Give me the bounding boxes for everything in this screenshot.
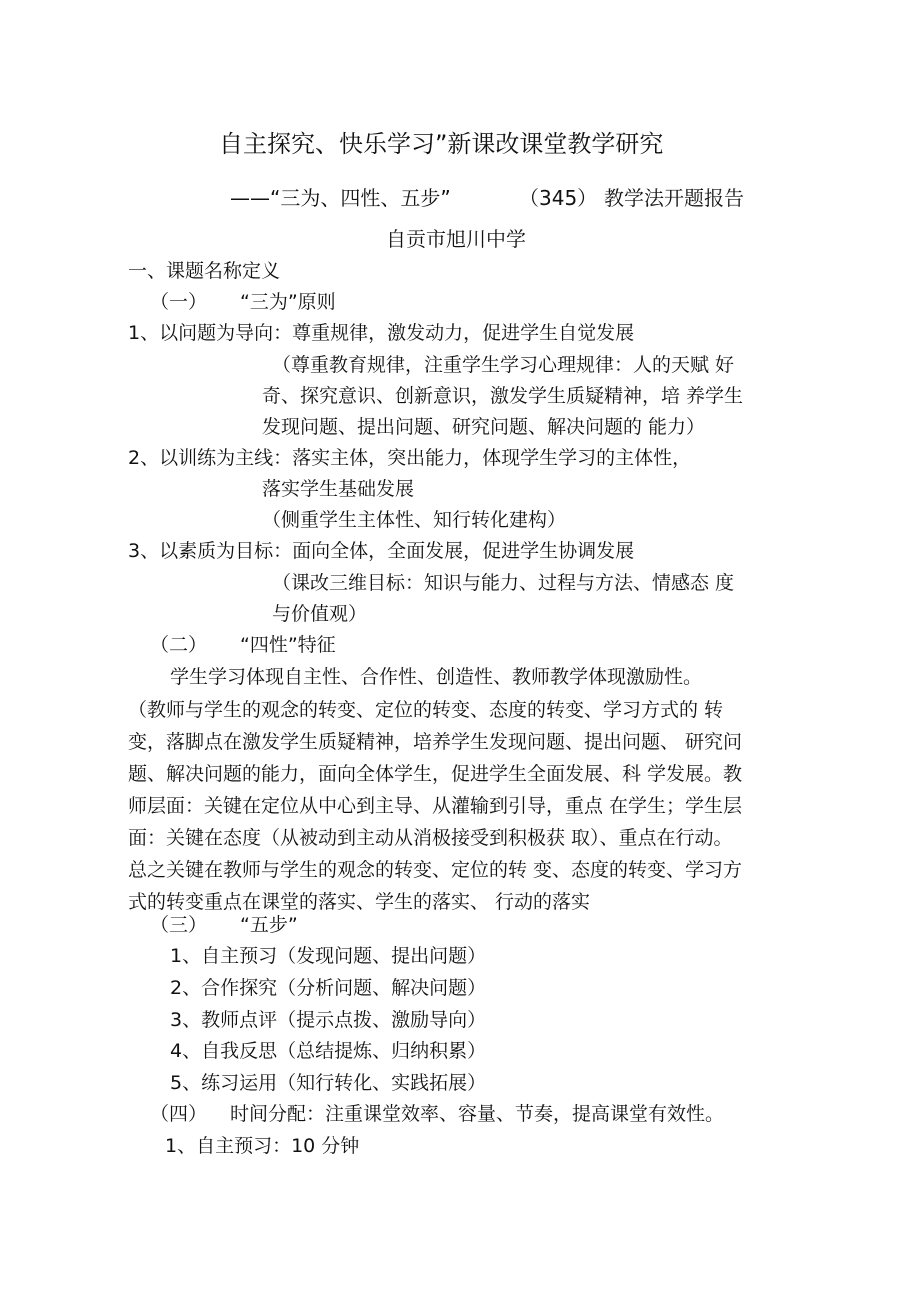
part4-label: 时间分配：注重课堂效率、容量、节奏，提高课堂有效性。 [230, 1103, 725, 1125]
part2-paragraph-line: 面：关键在态度（从被动到主动从消极接受到积极获 取）、重点在行动。 [128, 827, 733, 849]
step-item: 2、合作探究（分析问题、解决问题） [170, 977, 487, 999]
part1-item2-note: （侧重学生主体性、知行转化建构） [262, 509, 567, 531]
part1-item3-note-line1: （课改三维目标：知识与能力、过程与方法、情感态 度 [272, 572, 735, 594]
subtitle-dash: ——“三为、四性、五步” [230, 186, 451, 210]
part1-item2-continuation: 落实学生基础发展 [262, 478, 415, 500]
part1-label: “三为”原则 [240, 291, 336, 313]
part2-number: （二） [150, 634, 208, 656]
part1-item3: 3、以素质为目标：面向全体，全面发展，促进学生协调发展 [128, 540, 635, 562]
part4-item1: 1、自主预习：10 分钟 [165, 1135, 360, 1157]
part1-item2: 2、以训练为主线：落实主体，突出能力，体现学生学习的主体性， [128, 447, 692, 469]
document-title: 自主探究、快乐学习”新课改课堂教学研究 [219, 130, 664, 158]
part2-paragraph-line: 式的转变重点在课堂的落实、学生的落实、 行动的落实 [128, 891, 591, 913]
part4-number: （四） [150, 1103, 208, 1125]
step-item: 4、自我反思（总结提炼、归纳积累） [170, 1040, 487, 1062]
part1-number: （一） [150, 291, 208, 313]
part2-label: “四性”特征 [240, 634, 336, 656]
part2-intro: 学生学习体现自主性、合作性、创造性、教师教学体现激励性。 [170, 666, 703, 688]
school-name: 自贡市旭川中学 [386, 227, 526, 251]
part1-item1-note-line2: 奇、探究意识、创新意识，激发学生质疑精神，培 养学生 [262, 385, 744, 407]
part2-paragraph-line: 题、解决问题的能力，面向全体学生，促进学生全面发展、科 学发展。教 [128, 763, 743, 785]
part2-paragraph-line: 师层面：关键在定位从中心到主导、从灌输到引导，重点 在学生；学生层 [128, 795, 743, 817]
part1-item1-note-line3: 发现问题、提出问题、研究问题、解决问题的 能力） [262, 416, 706, 438]
subtitle-code: （345） [519, 186, 598, 210]
part1-item1-note-line1: （尊重教育规律，注重学生学习心理规律：人的天赋 好 [272, 354, 735, 376]
subtitle-rest: 教学法开题报告 [604, 186, 744, 210]
part1-item1: 1、以问题为导向：尊重规律，激发动力，促进学生自觉发展 [128, 322, 635, 344]
part2-paragraph-line: 变，落脚点在激发学生质疑精神，培养学生发现问题、提出问题、 研究问 [128, 731, 743, 753]
part1-item3-note-line2: 与价值观） [272, 603, 368, 625]
part2-paragraph-line: （教师与学生的观念的转变、定位的转变、态度的转变、学习方式的 转 [128, 699, 724, 721]
section-heading: 一、课题名称定义 [128, 260, 281, 282]
step-item: 5、练习运用（知行转化、实践拓展） [170, 1072, 487, 1094]
step-item: 1、自主预习（发现问题、提出问题） [170, 945, 487, 967]
step-item: 3、教师点评（提示点拨、激励导向） [170, 1009, 487, 1031]
part3-label: “五步” [240, 914, 298, 936]
part3-number: （三） [150, 914, 208, 936]
part2-paragraph-line: 总之关键在教师与学生的观念的转变、定位的转 变、态度的转变、学习方 [128, 859, 743, 881]
